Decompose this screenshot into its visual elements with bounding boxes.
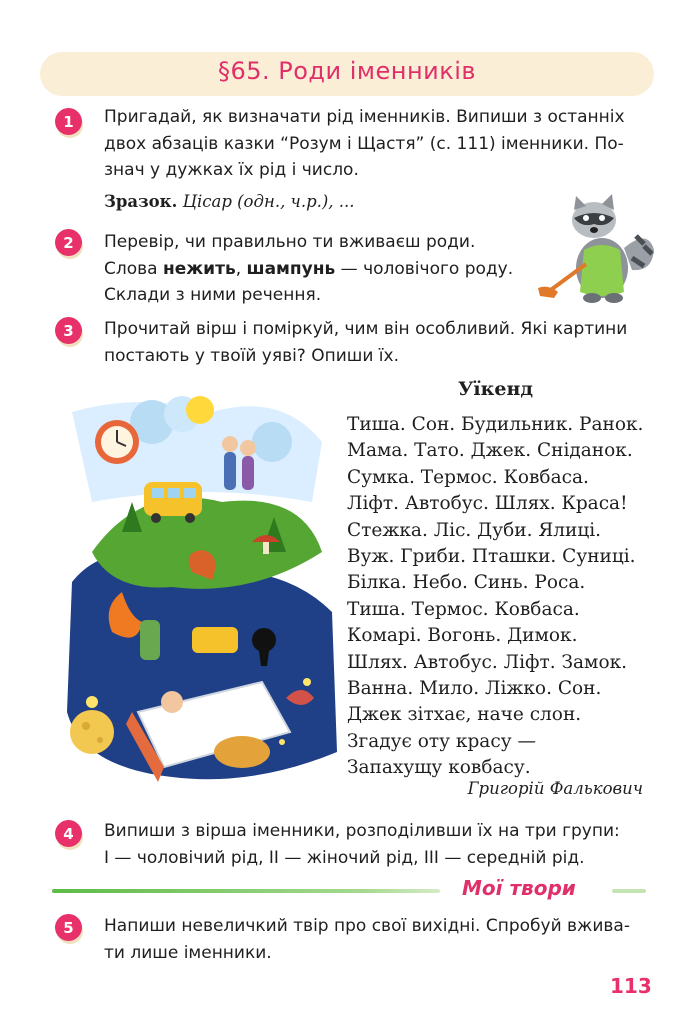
task-2-text <box>104 229 513 309</box>
task-3-line: Прочитай вірш і поміркуй, чим він особливий. Які картини <box>104 319 628 339</box>
poem-line: Ванна. Мило. Ліжко. Сон. <box>347 678 602 700</box>
poem-line: Ліфт. Автобус. Шлях. Краса! <box>347 493 628 515</box>
section-divider-left <box>52 889 440 893</box>
poem-line: Вуж. Гриби. Пташки. Суниці. <box>347 546 636 568</box>
poem-line: Тиша. Термос. Ковбаса. <box>347 598 580 620</box>
sample-label: Зразок. <box>104 192 178 211</box>
page-number: 113 <box>610 974 652 998</box>
task-4-line: Випиши з вірша іменники, розподіливши їх на три групи: <box>104 821 620 841</box>
poem-author: Григорій Фалькович <box>467 779 643 798</box>
task-4-line: I — чоловічий рід, II — жіночий рід, III — середній рід. <box>104 847 585 868</box>
section-title: Мої твори <box>462 876 576 900</box>
task-1-text <box>104 104 625 184</box>
task-1-line: двох абзаців казки “Розум і Щастя” (с. 111) іменники. По- <box>104 133 624 154</box>
poem-text <box>347 412 643 782</box>
raccoon-vacuum-illustration <box>536 188 658 306</box>
task-3-line: постають у твоїй уяві? Опиши їх. <box>104 345 399 366</box>
sample-body: Цісар (одн., ч.р.), ... <box>177 192 355 211</box>
highlight-word: шампунь <box>246 258 336 279</box>
poem-line: Сумка. Термос. Ковбаса. <box>347 466 589 488</box>
task-1-line: Пригадай, як визначати рід іменників. Випиши з останніх <box>104 107 625 127</box>
page-title: §65. Роди іменників <box>217 57 477 85</box>
poem-line: Тиша. Сон. Будильник. Ранок. <box>347 414 644 435</box>
section-divider-right <box>612 889 646 893</box>
task-number-3: 3 <box>55 317 85 347</box>
task-1-line: знач у дужках їх рід і число. <box>104 160 359 180</box>
poem-line: Мама. Тато. Джек. Сніданок. <box>347 440 633 462</box>
task-number-5: 5 <box>55 914 85 944</box>
task-2-line: Перевір, чи правильно ти вживаєш роди. <box>104 232 476 252</box>
poem-line: Білка. Небо. Синь. Роса. <box>347 572 586 594</box>
poem-line: Запахущу ковбасу. <box>347 757 531 779</box>
task-number-4: 4 <box>55 820 85 850</box>
task-5-line: Напиши невеличкий твір про свої вихідні. Спробуй вжива- <box>104 916 630 936</box>
task-number-1: 1 <box>55 108 85 138</box>
poem-line: Згадує оту красу — <box>347 730 536 752</box>
task-2-line: Склади з ними речення. <box>104 285 322 305</box>
poem-line: Шлях. Автобус. Ліфт. Замок. <box>347 651 628 673</box>
sample-text <box>104 192 355 211</box>
poem-title: Уїкенд <box>458 378 534 400</box>
task-5-text <box>104 913 630 966</box>
poem-line: Джек зітхає, наче слон. <box>347 704 582 726</box>
weekend-illustration <box>52 382 342 787</box>
task-2-line: Слова нежить, шампунь — чоловічого роду. <box>104 258 514 279</box>
highlight-word: нежить <box>162 258 236 279</box>
task-4-text <box>104 818 620 871</box>
poem-line: Стежка. Ліс. Дуби. Ялиці. <box>347 519 602 541</box>
task-5-line: ти лише іменники. <box>104 942 272 963</box>
poem-line: Комарі. Вогонь. Димок. <box>347 625 578 647</box>
task-number-2: 2 <box>55 229 85 259</box>
task-3-text <box>104 316 627 369</box>
